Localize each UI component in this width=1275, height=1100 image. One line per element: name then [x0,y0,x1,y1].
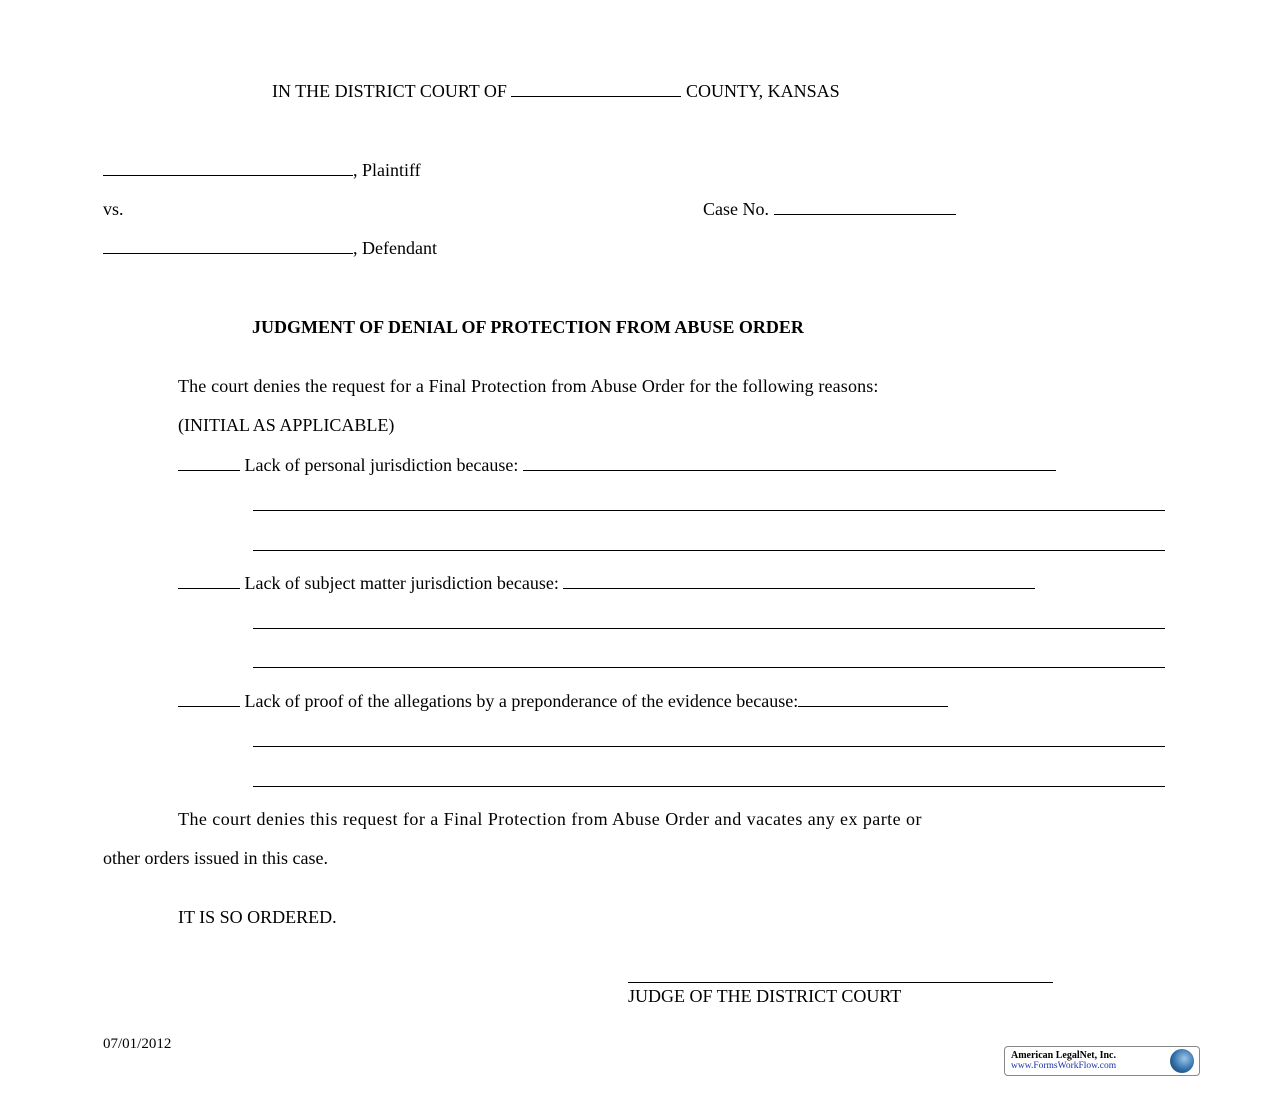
reason-label: Lack of proof of the allegations by a preponderance of the evidence because: [244,691,799,711]
fill-line[interactable] [253,746,1165,747]
fill-line[interactable] [253,550,1165,551]
plaintiff-line [103,160,421,180]
fill-line[interactable] [253,628,1165,629]
reason-blank[interactable] [798,691,948,707]
vs-label: vs. [103,199,124,219]
conclusion-line-1: The court denies this request for a Final Protection from Abuse Order and vacates any ex parte or [178,809,922,829]
so-ordered: IT IS SO ORDERED. [178,907,337,927]
court-suffix: COUNTY, KANSAS [685,81,840,101]
court-header [272,81,840,101]
county-blank[interactable] [511,81,681,97]
fill-line[interactable] [253,667,1165,668]
reason-subject-matter-jurisdiction [178,573,1035,593]
signature-line[interactable] [628,982,1053,983]
initial-blank[interactable] [178,455,240,471]
defendant-line [103,238,437,258]
plaintiff-blank[interactable] [103,160,353,176]
reason-label: Lack of subject matter jurisdiction because: [244,573,559,593]
case-no-blank[interactable] [774,199,956,215]
instruction-text: (INITIAL AS APPLICABLE) [178,415,395,435]
defendant-label: , Defendant [353,238,437,258]
logo-company: American LegalNet, Inc. [1011,1050,1116,1061]
revision-date: 07/01/2012 [103,1036,172,1052]
reason-personal-jurisdiction [178,455,1056,475]
document-title: JUDGMENT OF DENIAL OF PROTECTION FROM ABUSE ORDER [252,317,804,337]
court-prefix: IN THE DISTRICT COURT OF [272,81,507,101]
fill-line[interactable] [253,510,1165,511]
reason-blank[interactable] [523,455,1056,471]
signature-label: JUDGE OF THE DISTRICT COURT [628,986,902,1006]
intro-text: The court denies the request for a Final Protection from Abuse Order for the following reasons: [178,376,879,396]
reason-label: Lack of personal jurisdiction because: [244,455,519,475]
initial-blank[interactable] [178,573,240,589]
case-no-label: Case No. [703,199,769,219]
conclusion-line-2: other orders issued in this case. [103,848,328,868]
defendant-blank[interactable] [103,238,353,254]
case-number-line [703,199,956,219]
initial-blank[interactable] [178,691,240,707]
reason-blank[interactable] [563,573,1035,589]
reason-lack-of-proof [178,691,948,711]
plaintiff-label: , Plaintiff [353,160,421,180]
globe-icon [1170,1049,1194,1073]
american-legalnet-logo[interactable] [1004,1046,1200,1076]
fill-line[interactable] [253,786,1165,787]
logo-url: www.FormsWorkFlow.com [1011,1061,1117,1071]
